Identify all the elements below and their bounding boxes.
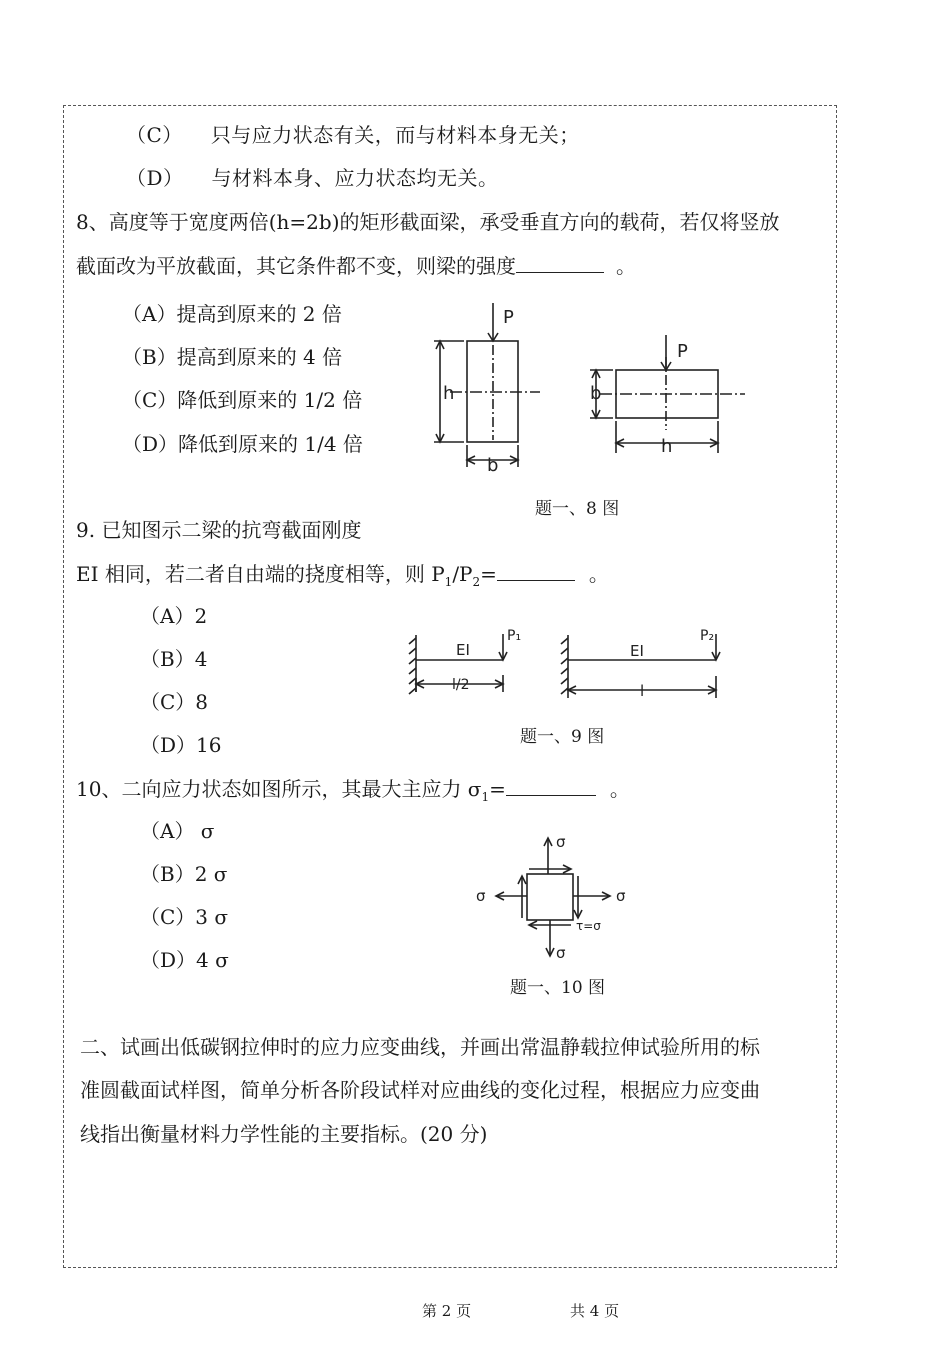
- part2-line1: 二、试画出低碳钢拉伸时的应力应变曲线，并画出常温静载拉伸试验所用的标: [80, 1035, 760, 1059]
- q9-label-half: l/2: [452, 677, 470, 693]
- q10-label-tau: τ=σ: [576, 919, 601, 933]
- q10-label-sigma-top: σ: [556, 833, 566, 851]
- page-total: 共 4 页: [570, 1302, 620, 1320]
- q10-option-c: （C）3 σ: [140, 905, 229, 929]
- q9-figure: [400, 620, 730, 710]
- q9-option-a: （A）2: [140, 604, 208, 628]
- q8-label-b1: b: [487, 455, 499, 476]
- q8-option-d: （D）降低到原来的 1/4 倍: [122, 432, 363, 456]
- q9-label-ei1: EI: [456, 641, 470, 659]
- q10-label-sigma-left: σ: [476, 887, 486, 905]
- q9-option-b: （B）4: [140, 647, 208, 671]
- q8-label-h1: h: [443, 383, 455, 404]
- q8-label-b2: b: [590, 383, 602, 404]
- q9-option-c: （C）8: [140, 690, 209, 714]
- q9-label-p2: P₂: [700, 628, 715, 644]
- q8-figure: [420, 295, 760, 495]
- q10-label-sigma-bottom: σ: [556, 944, 566, 962]
- q8-option-c: （C）降低到原来的 1/2 倍: [122, 388, 363, 412]
- part2-line3: 线指出衡量材料力学性能的主要指标。(20 分): [80, 1122, 488, 1146]
- q10-option-b: （B）2 σ: [140, 862, 228, 886]
- q8-line1: 8、高度等于宽度两倍(h=2b)的矩形截面梁，承受垂直方向的载荷，若仅将竖放: [76, 210, 780, 234]
- page-number: 第 2 页: [422, 1302, 472, 1320]
- q10-figure: [470, 830, 640, 960]
- q10-caption: 题一、10 图: [510, 978, 606, 998]
- option-d: （D） 与材料本身、应力状态均无关。: [126, 166, 499, 190]
- q9-caption: 题一、9 图: [520, 727, 605, 747]
- option-c: （C） 只与应力状态有关，而与材料本身无关；: [126, 123, 580, 147]
- q9-label-ei2: EI: [630, 642, 644, 660]
- q8-label-p1: P: [503, 307, 514, 328]
- q9-option-d: （D）16: [140, 733, 222, 757]
- q9-line2: EI 相同，若二者自由端的挠度相等，则 $P_1/P_2=$ 。: [76, 562, 609, 589]
- q10-option-d: （D）4 σ: [140, 948, 229, 972]
- q8-caption: 题一、8 图: [535, 499, 620, 519]
- q9-label-p1: P₁: [507, 628, 522, 644]
- q8-label-p2: P: [677, 341, 688, 362]
- q10-label-sigma-right: σ: [616, 887, 626, 905]
- q10-option-a: （A） σ: [140, 819, 215, 843]
- q8-option-b: （B）提高到原来的 4 倍: [122, 345, 343, 369]
- q9-label-l: l: [640, 682, 645, 700]
- q8-line2: 截面改为平放截面，其它条件都不变，则梁的强度 。: [76, 254, 636, 278]
- q8-option-a: （A）提高到原来的 2 倍: [122, 302, 342, 326]
- q8-label-h2: h: [661, 436, 673, 457]
- part2-line2: 准圆截面试样图，简单分析各阶段试样对应曲线的变化过程，根据应力应变曲: [80, 1078, 760, 1102]
- q10-line: 10、二向应力状态如图所示，其最大主应力 $\sigma_1=$ 。: [76, 777, 630, 804]
- q9-line1: 9. 已知图示二梁的抗弯截面刚度: [76, 518, 362, 542]
